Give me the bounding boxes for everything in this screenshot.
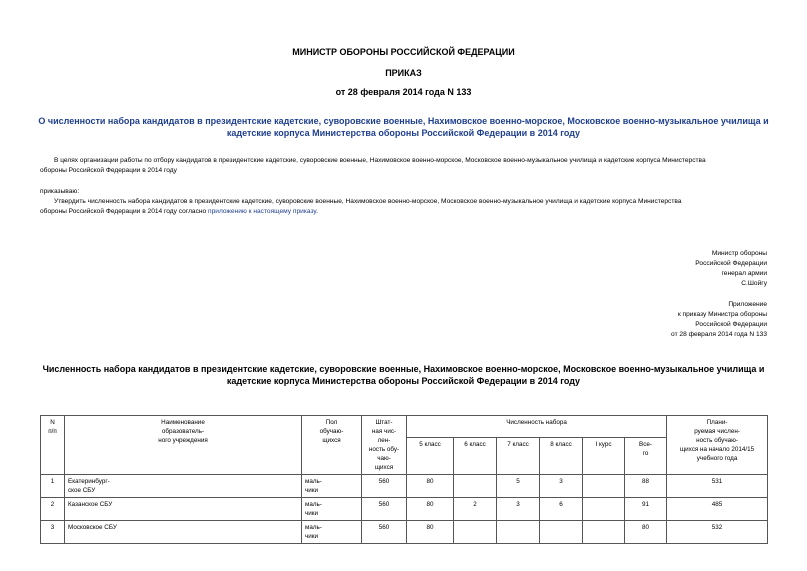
- cell-grade-6: [454, 521, 497, 544]
- cell-grade-5: 80: [407, 475, 454, 498]
- cell-grade-8: 6: [540, 498, 583, 521]
- header-text: щихся: [322, 437, 341, 444]
- cell-num: 3: [41, 521, 65, 544]
- cell-plan: 532: [667, 521, 768, 544]
- table-header-row: [41, 416, 768, 438]
- doc-type: ПРИКАЗ: [385, 68, 422, 78]
- cell-name: [65, 521, 302, 544]
- table-title: [0, 363, 807, 387]
- signature-line: Российской Федерации: [695, 260, 767, 267]
- header-text: ность обучаю-: [696, 437, 738, 444]
- header-grade-7: 7 класс: [497, 438, 540, 475]
- appendix-line: Приложение: [728, 301, 767, 308]
- signature-line: Министр обороны: [711, 250, 767, 257]
- header-text: Штат-: [375, 419, 393, 426]
- cell-num: 2: [41, 498, 65, 521]
- header-sex: [302, 416, 362, 475]
- cell-sex: [302, 521, 362, 544]
- table-title-line: кадетские корпуса Министерства обороны Российской Федерации в 2014 году: [226, 376, 581, 386]
- doc-date: от 28 февраля 2014 года N 133: [335, 87, 472, 97]
- signature-block: [467, 249, 767, 289]
- cell-staff: 560: [362, 498, 407, 521]
- header-text: ная чис-: [371, 428, 397, 435]
- cell-text: маль-: [305, 524, 322, 531]
- header-grade-6: 6 класс: [454, 438, 497, 475]
- cell-text: Казанское СБУ: [68, 501, 113, 508]
- cell-text: Московское СБУ: [68, 524, 117, 531]
- doc-title-line: кадетские корпуса Министерства обороны Российской Федерации в 2014 году: [226, 128, 581, 138]
- header-text: Пол: [325, 419, 338, 426]
- cell-total: 88: [625, 475, 667, 498]
- header-text: щихся на начало 2014/15: [679, 446, 755, 453]
- cell-text: чики: [305, 487, 319, 494]
- header-text: Наименование: [161, 419, 205, 426]
- order-line: Утвердить численность набора кандидатов в президентские кадетские, суворовские военные, Нахимовское военно-морское, Московское военно-музыкальное училища и кадетские корпуса Министерства: [54, 198, 682, 205]
- header-grade-5: 5 класс: [407, 438, 454, 475]
- preamble-line: В целях организации работы по отбору кандидатов в президентские кадетские, суворовские военные, Нахимовское военно-морское, Московское военно-музыкальное училища и кадетские корпуса Министерства: [54, 157, 706, 164]
- cell-course-1: [583, 521, 625, 544]
- header-total: [625, 438, 667, 475]
- signature-line: генерал армии: [721, 270, 767, 277]
- cell-grade-8: [540, 521, 583, 544]
- cell-grade-8: 3: [540, 475, 583, 498]
- header-text: ность обу-: [368, 446, 400, 453]
- header-grade-8: 8 класс: [540, 438, 583, 475]
- cell-grade-7: [497, 521, 540, 544]
- header-text: лен-: [377, 437, 391, 444]
- cell-text: ское СБУ: [68, 487, 96, 494]
- header-staff: [362, 416, 407, 475]
- cell-grade-5: 80: [407, 521, 454, 544]
- cell-grade-7: 3: [497, 498, 540, 521]
- cell-text: чики: [305, 510, 319, 517]
- cell-sex: [302, 475, 362, 498]
- header-text: ного учреждения: [158, 437, 208, 444]
- cell-grade-6: 2: [454, 498, 497, 521]
- cell-course-1: [583, 475, 625, 498]
- appendix-line: от 28 февраля 2014 года N 133: [671, 331, 767, 338]
- header-course-1: I курс: [583, 438, 625, 475]
- cell-course-1: [583, 498, 625, 521]
- cell-grade-6: [454, 475, 497, 498]
- header-name: [65, 416, 302, 475]
- header-recruitment: Численность набора: [407, 416, 667, 438]
- cell-total: 80: [625, 521, 667, 544]
- header-text: п/п: [48, 428, 57, 435]
- table-title-line: Численность набора кандидатов в президентские кадетские, суворовские военные, Нахимовское военно-морское, Московское военно-музыкальное училища и: [42, 364, 765, 374]
- appendix-link[interactable]: приложению к настоящему приказу: [208, 208, 317, 215]
- cell-plan: 531: [667, 475, 768, 498]
- cell-text: чики: [305, 533, 319, 540]
- table-row: [41, 498, 768, 521]
- header-text: Все-: [639, 441, 652, 449]
- appendix-line: к приказу Министра обороны: [677, 311, 767, 318]
- cell-plan: 485: [667, 498, 768, 521]
- cell-grade-7: 5: [497, 475, 540, 498]
- header-num: [41, 416, 65, 475]
- preamble-line: обороны Российской Федерации в 2014 году: [40, 167, 177, 174]
- ministry-header: МИНИСТР ОБОРОНЫ РОССИЙСКОЙ ФЕДЕРАЦИИ: [292, 47, 515, 57]
- header-text: руемая числен-: [694, 428, 740, 435]
- header-text: N: [50, 419, 55, 426]
- table-row: [41, 521, 768, 544]
- cell-name: [65, 498, 302, 521]
- cell-num: 1: [41, 475, 65, 498]
- header-text: учебного года: [696, 455, 738, 462]
- header-text: обучаю-: [319, 428, 344, 435]
- appendix-header: [467, 300, 767, 340]
- doc-title-line: О численности набора кандидатов в президентские кадетские, суворовские военные, Нахимовское военно-морское, Московское военно-музыкальное училища и: [38, 116, 769, 126]
- preamble: [40, 156, 767, 176]
- order-line: [40, 207, 767, 217]
- header-text: чаю-: [377, 455, 391, 462]
- header-text: го: [642, 450, 649, 458]
- cell-sex: [302, 498, 362, 521]
- cell-staff: 560: [362, 475, 407, 498]
- order-line-text: обороны Российской Федерации в 2014 году согласно: [40, 208, 209, 215]
- order-paragraph: [40, 197, 767, 217]
- header-plan: [667, 416, 768, 475]
- order-word: приказываю:: [40, 188, 80, 195]
- cell-total: 91: [625, 498, 667, 521]
- signature-line: С.Шойгу: [741, 280, 767, 287]
- cell-text: Екатеринбург-: [68, 478, 110, 485]
- appendix-line: Российской Федерации: [695, 321, 767, 328]
- table-row: [41, 475, 768, 498]
- header-text: щихся: [374, 464, 394, 471]
- recruitment-table: [40, 415, 768, 544]
- order-line-end: .: [316, 208, 318, 215]
- cell-text: маль-: [305, 478, 322, 485]
- header-text: образователь-: [161, 428, 205, 435]
- doc-title: [0, 115, 807, 139]
- header-text: Плани-: [706, 419, 728, 426]
- cell-grade-5: 80: [407, 498, 454, 521]
- cell-text: маль-: [305, 501, 322, 508]
- cell-staff: 560: [362, 521, 407, 544]
- cell-name: [65, 475, 302, 498]
